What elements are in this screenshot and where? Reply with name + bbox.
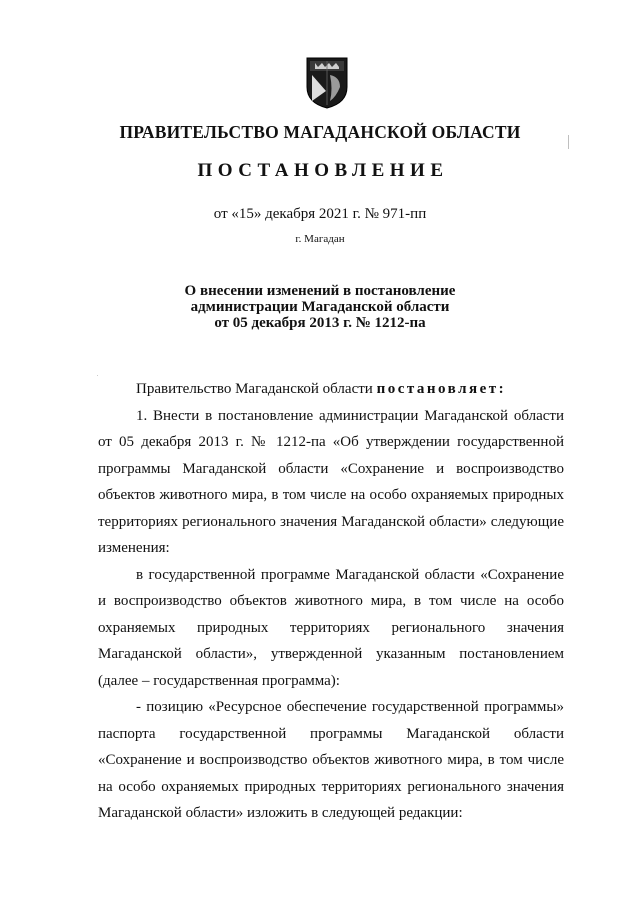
paragraph-item-3: - позицию «Ресурсное обеспечение государственной программы» паспорта государственной программы Магаданской области «Сохранение и воспроизводство объектов животного мира, в том числе на особо охраняемых природных территориях регионального значения Магаданской области» изложить в следующей редакции:: [98, 699, 564, 821]
subject-line-2: администрации Магаданской области: [190, 299, 450, 315]
intro-paragraph: [98, 376, 564, 403]
organization-title: ПРАВИТЕЛЬСТВО МАГАДАНСКОЙ ОБЛАСТИ: [119, 122, 521, 142]
document-type: ПОСТАНОВЛЕНИЕ: [197, 160, 449, 181]
document-subject: [0, 283, 640, 331]
document-body: [98, 376, 564, 827]
paragraph-item-2: в государственной программе Магаданской области «Сохранение и воспроизводство объектов животного мира, в том числе на особо охраняемых природных территориях регионального значения Магаданской области», утвержденной указанным постановлением (далее – государственная программа):: [98, 566, 564, 689]
document-city: г. Магадан: [295, 233, 345, 245]
intro-prefix: Правительство Магаданской области: [136, 381, 377, 397]
subject-line-1: О внесении изменений в постановление: [184, 283, 456, 299]
subject-line-3: от 05 декабря 2013 г. № 1212-па: [214, 315, 426, 331]
paragraph-item-1: 1. Внести в постановление администрации Магаданской области от 05 декабря 2013 г. № 1212-па «Об утверждении государственной программы Магаданской области «Сохранение и воспроизводство объектов животного мира, в том числе на особо охраняемых природных территориях регионального значения Магаданской области» следующие изменения:: [98, 407, 564, 556]
intro-decision-word: постановляет:: [376, 381, 507, 397]
coat-of-arms-icon: [306, 57, 348, 109]
document-date: от «15» декабря 2021 г. № 971-пп: [213, 206, 427, 222]
